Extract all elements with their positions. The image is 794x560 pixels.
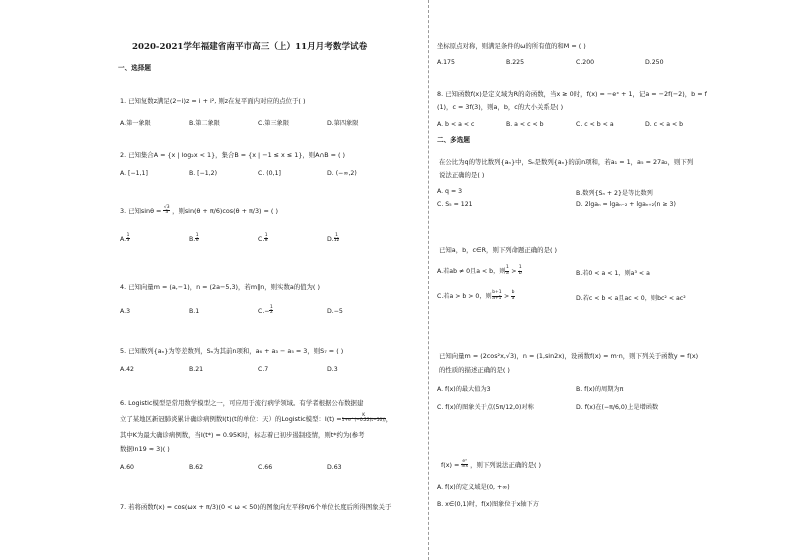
section-single-choice: 一、选择题 <box>118 64 151 72</box>
q10-option-d[interactable]: D.若c < b < a且ac < 0，则bc² < ac² <box>576 295 686 302</box>
q3-option-d[interactable]: D. $\frac{1}{12}$ <box>327 233 340 244</box>
q8-option-c[interactable]: C. c < b < a <box>576 121 614 128</box>
q7-option-a[interactable]: A.175 <box>437 59 455 66</box>
q9-option-c[interactable]: C. S₅ = 121 <box>437 201 473 208</box>
q2-option-c[interactable]: C. (0,1] <box>258 170 281 177</box>
q9-option-a[interactable]: A. q = 3 <box>437 188 463 195</box>
q3-option-c[interactable]: C. $\frac{1}{8}$ <box>258 233 268 244</box>
q5-option-c[interactable]: C.7 <box>258 366 269 373</box>
q11-option-c[interactable]: C. f(x)的图象关于点(5π/12,0)对称 <box>437 404 534 411</box>
q5-option-b[interactable]: B.21 <box>189 366 204 373</box>
q4-option-b[interactable]: B.1 <box>189 308 200 315</box>
q3-stem-suffix: ，则sin(θ + π/6)cos(θ + π/3) = ( ) <box>172 206 278 215</box>
q1-option-d[interactable]: D.第四象限 <box>327 120 359 127</box>
q6-line3: 其中K为最大确诊病例数，当I(t*) = 0.95K时，标志着已初步遏制疫情，则t*约为(参考 <box>120 431 365 439</box>
q4-stem: 4. 已知向量m = (a,−1)，n = (2a−5,3)，若m∥n，则实数a的值为( ) <box>120 283 320 291</box>
exam-title: 2020-2021学年福建省南平市高三（上）11月月考数学试卷 <box>132 42 368 52</box>
q2-option-a[interactable]: A. [−1,1] <box>120 170 148 177</box>
q10-option-b[interactable]: B.若0 < a < 1，则a³ < a <box>576 270 650 277</box>
q5-option-d[interactable]: D.3 <box>327 366 338 373</box>
q4-option-d[interactable]: D.−5 <box>327 308 343 315</box>
q1-stem: 1. 已知复数z满足(2−i)z = i + i², 则z在复平面内对应的点位于( ) <box>120 97 306 105</box>
q9-option-b[interactable]: B.数列{Sₙ + 2}是等比数列 <box>576 190 653 197</box>
q9-option-d[interactable]: D. 2lgaₙ = lgaₙ₋₂ + lgaₙ₊₂(n ≥ 3) <box>576 201 676 208</box>
q8-line2: (1)，c = 3f(3)，则a，b，c的大小关系是( ) <box>437 103 564 111</box>
q11-line2: 的性质的描述正确的是( ) <box>439 366 510 374</box>
q12-option-b[interactable]: B. x∈(0,1)时，f(x)图象位于x轴下方 <box>437 501 539 508</box>
q3-stem-prefix: 3. 已知sinθ = <box>120 206 162 215</box>
q10-stem: 已知a，b，c∈R，则下列命题正确的是( ) <box>439 246 557 254</box>
q6-line2: 立了某地区新冠肺炎累计确诊病例数I(t)(t的单位：天）的Logistic模型：I(t) = $\frac{K}{1+e\^{}(-0.22(t-50))}$ ， <box>120 413 393 424</box>
q9-line1: 在公比为q的等比数列{aₙ}中，Sₙ是数列{aₙ}的前n项和，若a₁ = 1，a₅ = 27a₂，则下列 <box>439 158 694 166</box>
q11-option-d[interactable]: D. f(x)在(−π/6,0)上是增函数 <box>576 404 659 411</box>
q12-fraction: $\frac{\text{eˣ}}{\ln x}$ <box>461 459 469 470</box>
q6-option-c[interactable]: C.66 <box>258 464 273 471</box>
q11-option-a[interactable]: A. f(x)的最大值为3 <box>437 386 491 393</box>
q7-option-d[interactable]: D.250 <box>645 59 664 66</box>
q11-option-b[interactable]: B. f(x)的周期为π <box>576 386 624 393</box>
q1-option-c[interactable]: C.第三象限 <box>258 120 290 127</box>
q8-option-b[interactable]: B. a < c < b <box>506 121 544 128</box>
q3-option-a[interactable]: A. $\frac{1}{3}$ <box>120 233 130 244</box>
q7-option-c[interactable]: C.200 <box>576 59 595 66</box>
q10-option-c[interactable]: C.若a > b > 0，则 $\frac{b+1}{a+1}$ > $\frac{b}{a}$ <box>437 290 515 301</box>
q7-option-b[interactable]: B.225 <box>506 59 525 66</box>
q2-option-b[interactable]: B. [−1,2) <box>189 170 218 177</box>
q5-option-a[interactable]: A.42 <box>120 366 134 373</box>
q6-line4: 数据ln19 ≈ 3)( ) <box>120 445 170 453</box>
q6-option-a[interactable]: A.60 <box>120 464 134 471</box>
q7-line2: 坐标原点对称，则满足条件的ω的所有值的和M = ( ) <box>437 42 586 50</box>
q6-fraction: $\frac{K}{1+e\^{}(-0.22(t-50))}$ <box>341 413 386 424</box>
q4-option-a[interactable]: A.3 <box>120 308 131 315</box>
column-divider <box>428 0 429 560</box>
q5-stem: 5. 已知数列{aₙ}为等差数列，Sₙ为其前n项和，a₆ + a₃ − a₅ = 3，则S₇ = ( ) <box>120 347 344 355</box>
q6-line1: 6. Logistic模型是常用数学模型之一，可应用于流行病学领域。有学者根据公布数据建 <box>120 399 364 407</box>
q9-line2: 说法正确的是( ) <box>439 171 485 179</box>
q3-stem <box>120 206 278 216</box>
q2-stem: 2. 已知集合A = {x | log₂x < 1}，集合B = {x | −1 ≤ x ≤ 1}，则A∩B = ( ) <box>120 151 346 159</box>
q10-option-a[interactable]: A.若ab ≠ 0且a < b，则 $\frac{1}{a}$ > $\frac{1}{b}$ <box>437 265 522 276</box>
q8-option-a[interactable]: A. b < a < c <box>437 121 475 128</box>
q12-stem: f(x) = $\frac{\text{eˣ}}{\ln x}$ ，则下列说法正确的是( ) <box>441 459 542 470</box>
section-multi-choice: 二、多选题 <box>437 136 470 144</box>
q7-line1: 7. 若将函数f(x) = cos(ωx + π/3)(0 < ω < 50)的图象向左平移π/6个单位长度后所得图象关于 <box>120 503 392 511</box>
q6-option-d[interactable]: D.63 <box>327 464 342 471</box>
q8-option-d[interactable]: D. c < a < b <box>645 121 684 128</box>
q6-option-b[interactable]: B.62 <box>189 464 204 471</box>
q4-option-c[interactable]: C.− $\frac{1}{2}$ <box>258 305 273 316</box>
q3-option-b[interactable]: B. $\frac{1}{6}$ <box>189 233 199 244</box>
q3-fraction: $\frac{√3}{3}$ <box>163 205 170 216</box>
q1-option-a[interactable]: A.第一象限 <box>120 120 151 127</box>
q11-line1: 已知向量m = (2cos²x,√3)，n = (1,sin2x)，设函数f(x) = m·n，则下列关于函数y = f(x) <box>439 352 699 360</box>
q12-option-a[interactable]: A. f(x)的定义域是(0, +∞) <box>437 484 510 491</box>
q1-option-b[interactable]: B.第二象限 <box>189 120 220 127</box>
q2-option-d[interactable]: D. (−∞,2) <box>327 170 357 177</box>
q8-line1: 8. 已知函数f(x)是定义域为R的奇函数，当x ≥ 0时，f(x) = −eˣ + 1，记a = −2f(−2)，b = f <box>437 90 707 98</box>
